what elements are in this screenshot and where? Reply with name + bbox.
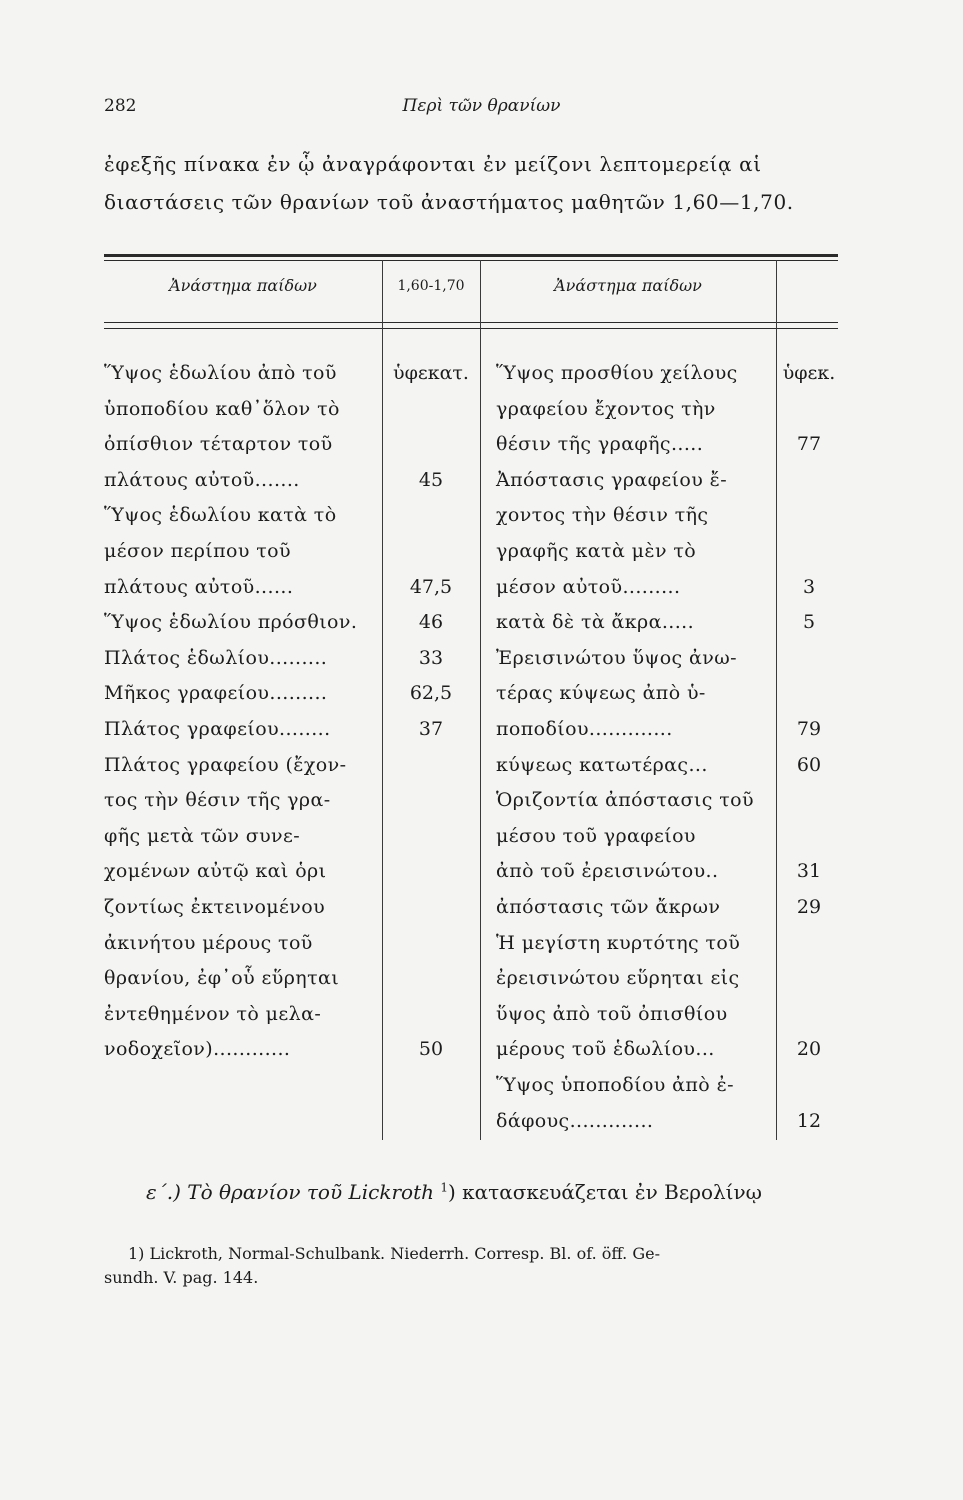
right-row-text: χοντος τὴν θέσιν τῆς xyxy=(496,504,709,526)
left-row-value: ὑφεκατ. xyxy=(393,362,469,384)
right-row-text: ποποδίου............. xyxy=(496,718,673,740)
right-row-text: κατὰ δὲ τὰ ἄκρα..... xyxy=(496,611,695,633)
table-top-rule-thin xyxy=(104,260,838,261)
intro-line-2: διαστάσεις τῶν θρανίων τοῦ ἀναστήματος μαθητῶν 1,60—1,70. xyxy=(104,190,794,214)
right-row-text: ἐρεισινώτου εὕρηται εἰς xyxy=(496,967,740,989)
left-row-value: 37 xyxy=(418,718,444,740)
left-row-text: χομένων αὐτῷ καὶ ὁρι xyxy=(104,860,327,882)
right-row-text: θέσιν τῆς γραφῆς..... xyxy=(496,433,704,455)
right-row-text: γραφῆς κατὰ μὲν τὸ xyxy=(496,540,697,562)
left-row-text: Ὕψος ἑδωλίου κατὰ τὸ xyxy=(104,504,337,526)
right-row-text: κύψεως κατωτέρας... xyxy=(496,754,708,776)
right-row-text: Ἐρεισινώτου ὕψος ἀνω- xyxy=(496,647,737,669)
right-row-text: μέσου τοῦ γραφείου xyxy=(496,825,696,847)
left-row-value: 45 xyxy=(418,469,444,491)
right-row-text: ὕψος ἀπὸ τοῦ ὀπισθίου xyxy=(496,1003,728,1025)
left-row-value: 47,5 xyxy=(409,576,453,598)
right-row-value: 77 xyxy=(796,433,822,455)
column-divider-3 xyxy=(776,260,777,1140)
right-row-text: Ὕψος ὑποποδίου ἀπὸ ἐ- xyxy=(496,1074,734,1096)
section-heading xyxy=(146,1180,762,1204)
left-row-text: Ὕψος ἑδωλίου πρόσθιον. xyxy=(104,611,358,633)
header-middle: 1,60-1,70 xyxy=(397,278,465,294)
right-row-value: 60 xyxy=(796,754,822,776)
table-top-rule xyxy=(104,254,838,257)
section-italic: Τὸ θρανίον τοῦ Lickroth xyxy=(187,1180,435,1204)
right-row-text: Ὕψος προσθίου χείλους xyxy=(496,362,738,384)
left-row-text: Πλάτος γραφείου........ xyxy=(104,718,331,740)
left-row-text: νοδοχεῖον)............ xyxy=(104,1038,291,1060)
left-row-text: Πλάτος γραφείου (ἔχον- xyxy=(104,754,347,776)
right-row-value: 29 xyxy=(796,896,822,918)
intro-line-1: ἐφεξῆς πίνακα ἐν ᾧ ἀναγράφονται ἐν μείζονι λεπτομερείᾳ αἱ xyxy=(104,152,762,176)
left-row-text: ἐντεθημένον τὸ μελα- xyxy=(104,1003,322,1025)
right-row-text: ἀπόστασις τῶν ἄκρων xyxy=(496,896,721,918)
right-row-text: τέρας κύψεως ἀπὸ ὑ- xyxy=(496,682,706,704)
right-row-text: Ὁριζοντία ἀπόστασις τοῦ xyxy=(496,789,754,811)
left-row-text: τος τὴν θέσιν τῆς γρα- xyxy=(104,789,331,811)
right-row-value: 79 xyxy=(796,718,822,740)
footnote-line-1: 1) Lickroth, Normal-Schulbank. Niederrh. Corresp. Bl. of. öff. Ge- xyxy=(128,1244,661,1263)
left-row-text: ζοντίως ἐκτεινομένου xyxy=(104,896,326,918)
left-row-value: 33 xyxy=(418,647,444,669)
left-row-text: Ὕψος ἑδωλίου ἀπὸ τοῦ xyxy=(104,362,337,384)
left-row-text: φῆς μετὰ τῶν συνε- xyxy=(104,825,301,847)
section-rest: ) κατασκευάζεται ἐν Βερολίνῳ xyxy=(448,1180,762,1204)
page-number: 282 xyxy=(104,96,137,116)
footnote-ref: 1 xyxy=(440,1180,449,1195)
left-row-text: ὑποποδίου καθ᾽ὅλον τὸ xyxy=(104,398,340,420)
left-row-value: 62,5 xyxy=(409,682,453,704)
column-divider-2 xyxy=(480,260,481,1140)
left-row-text: Μῆκος γραφείου......... xyxy=(104,682,328,704)
header-left: Ἀνάστημα παίδων xyxy=(169,276,317,295)
header-bottom-rule-2 xyxy=(104,328,838,329)
column-divider-1 xyxy=(382,260,383,1140)
right-row-text: μέρους τοῦ ἑδωλίου... xyxy=(496,1038,715,1060)
right-row-value: ὑφεκ. xyxy=(782,362,836,384)
left-row-value: 50 xyxy=(418,1038,444,1060)
right-row-text: μέσον αὐτοῦ......... xyxy=(496,576,681,598)
footnote-line-2: sundh. V. pag. 144. xyxy=(104,1268,259,1287)
left-row-text: ὀπίσθιον τέταρτον τοῦ xyxy=(104,433,333,455)
left-row-text: πλάτους αὐτοῦ....... xyxy=(104,469,300,491)
right-row-text: Ἀπόστασις γραφείου ἔ- xyxy=(496,469,728,491)
right-row-text: δάφους............. xyxy=(496,1110,654,1132)
left-row-text: ἀκινήτου μέρους τοῦ xyxy=(104,932,313,954)
running-title: Περὶ τῶν θρανίων xyxy=(402,96,561,116)
left-row-text: πλάτους αὐτοῦ...... xyxy=(104,576,294,598)
section-label: ε΄.) xyxy=(146,1180,181,1204)
left-row-text: Πλάτος ἑδωλίου......... xyxy=(104,647,328,669)
left-row-text: θρανίου, ἐφ᾽οὗ εὕρηται xyxy=(104,967,340,989)
right-row-text: Ἡ μεγίστη κυρτότης τοῦ xyxy=(496,932,741,954)
right-row-value: 12 xyxy=(796,1110,822,1132)
header-right: Ἀνάστημα παίδων xyxy=(554,276,702,295)
right-row-value: 31 xyxy=(796,860,822,882)
left-row-value: 46 xyxy=(418,611,444,633)
right-row-value: 20 xyxy=(796,1038,822,1060)
header-bottom-rule xyxy=(104,322,838,323)
right-row-text: γραφείου ἔχοντος τὴν xyxy=(496,398,716,420)
right-row-text: ἀπὸ τοῦ ἐρεισινώτου.. xyxy=(496,860,719,882)
right-row-value: 3 xyxy=(802,576,816,598)
left-row-text: μέσον περίπου τοῦ xyxy=(104,540,291,562)
right-row-value: 5 xyxy=(802,611,816,633)
